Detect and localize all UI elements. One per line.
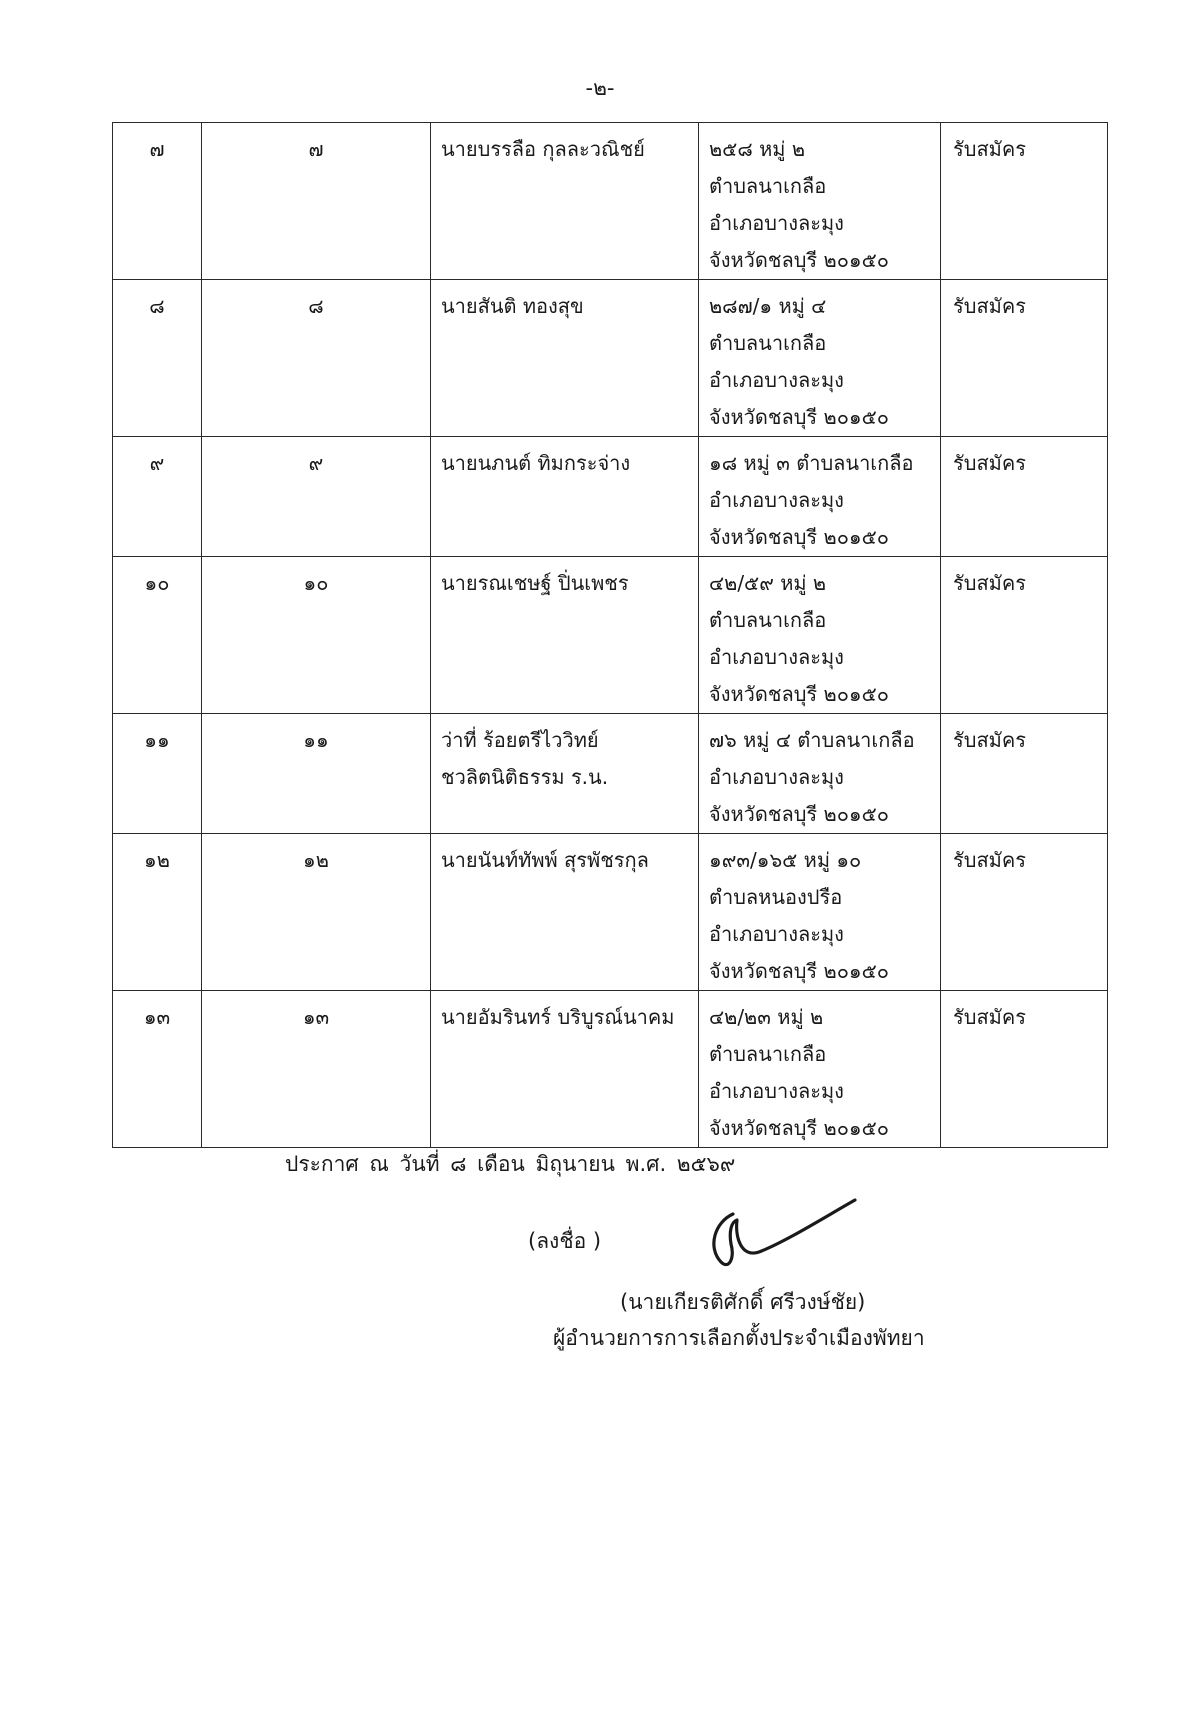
signer-title: ผู้อำนวยการการเลือกตั้งประจำเมืองพัทยา	[553, 1326, 925, 1350]
candidate-address-line: อำเภอบางละมุง	[709, 645, 844, 669]
candidate-number: ๑๑	[303, 728, 329, 752]
candidate-number-cell	[202, 437, 431, 557]
table-row	[113, 123, 1108, 280]
sequence-cell	[113, 123, 202, 280]
candidate-address-line: ๒๕๘ หมู่ ๒	[709, 137, 806, 161]
candidate-address-line: ๒๘๗/๑ หมู่ ๔	[709, 294, 827, 318]
candidate-table	[112, 122, 1108, 1148]
candidate-address-line: อำเภอบางละมุง	[709, 368, 844, 392]
table-row	[113, 437, 1108, 557]
candidate-name-cell	[431, 280, 699, 437]
candidate-status: รับสมัคร	[953, 848, 1026, 872]
candidate-address-line: ตำบลนาเกลือ	[709, 331, 827, 355]
candidate-address-line: ๔๒/๒๓ หมู่ ๒	[709, 1005, 824, 1029]
candidate-address-line: ตำบลนาเกลือ	[709, 608, 827, 632]
sequence-number: ๑๒	[144, 848, 170, 872]
candidate-name-line: นายรณเชษฐ์ ปิ่นเพชร	[441, 571, 629, 595]
candidate-address-line: ตำบลนาเกลือ	[709, 174, 827, 198]
announcement-date: ประกาศ ณ วันที่ ๘ เดือน มิถุนายน พ.ศ. ๒๕๖๙	[285, 1152, 736, 1176]
candidate-number: ๙	[308, 451, 324, 475]
sequence-number: ๑๑	[144, 728, 170, 752]
candidate-address-line: ตำบลนาเกลือ	[709, 1042, 827, 1066]
sequence-number: ๙	[149, 451, 165, 475]
signer-name: (นายเกียรติศักดิ์ ศรีวงษ์ชัย)	[620, 1290, 866, 1314]
candidate-address-line: ๑๙๓/๑๖๕ หมู่ ๑๐	[709, 848, 862, 872]
candidate-address-cell	[699, 280, 941, 437]
candidate-address-line: อำเภอบางละมุง	[709, 488, 844, 512]
sequence-number: ๗	[149, 137, 165, 161]
candidate-number: ๑๐	[303, 571, 329, 595]
candidate-address-cell	[699, 123, 941, 280]
candidate-name-line: นายนันท์ทัพพ์ สุรพัชรกุล	[441, 848, 649, 872]
candidate-number-cell	[202, 123, 431, 280]
status-cell	[941, 437, 1108, 557]
candidate-name-line: นายอัมรินทร์ บริบูรณ์นาคม	[441, 1005, 675, 1029]
candidate-address-line: ตำบลหนองปรือ	[709, 885, 843, 909]
status-cell	[941, 834, 1108, 991]
candidate-status: รับสมัคร	[953, 1005, 1026, 1029]
sequence-cell	[113, 557, 202, 714]
table-row	[113, 714, 1108, 834]
candidate-name-line: นายสันติ ทองสุข	[441, 294, 584, 318]
candidate-name-line: นายนภนต์ ทิมกระจ่าง	[441, 451, 631, 475]
candidate-status: รับสมัคร	[953, 571, 1026, 595]
candidate-address-cell	[699, 834, 941, 991]
candidate-number-cell	[202, 557, 431, 714]
candidate-status: รับสมัคร	[953, 294, 1026, 318]
status-cell	[941, 557, 1108, 714]
candidate-name-cell	[431, 714, 699, 834]
candidate-number-cell	[202, 714, 431, 834]
candidate-number: ๑๓	[302, 1005, 330, 1029]
candidate-name-line: นายบรรลือ กุลละวณิชย์	[441, 137, 645, 161]
status-cell	[941, 991, 1108, 1148]
sequence-number: ๘	[149, 294, 165, 318]
candidate-address-line: ๗๖ หมู่ ๔ ตำบลนาเกลือ	[709, 728, 915, 752]
table-row	[113, 991, 1108, 1148]
sequence-cell	[113, 834, 202, 991]
candidate-name-cell	[431, 834, 699, 991]
candidate-name-line: ว่าที่ ร้อยตรีไววิทย์	[441, 728, 599, 752]
page-number: -๒-	[585, 76, 615, 100]
table-row	[113, 280, 1108, 437]
candidate-address-cell	[699, 437, 941, 557]
status-cell	[941, 123, 1108, 280]
candidate-name-cell	[431, 123, 699, 280]
candidate-address-line: จังหวัดชลบุรี ๒๐๑๕๐	[709, 682, 889, 706]
candidate-number-cell	[202, 834, 431, 991]
candidate-address-cell	[699, 991, 941, 1148]
candidate-status: รับสมัคร	[953, 137, 1026, 161]
candidate-status: รับสมัคร	[953, 451, 1026, 475]
candidate-name-cell	[431, 437, 699, 557]
candidate-status: รับสมัคร	[953, 728, 1026, 752]
candidate-table-body	[113, 123, 1108, 1148]
candidate-address-line: จังหวัดชลบุรี ๒๐๑๕๐	[709, 1116, 889, 1140]
sequence-number: ๑๐	[144, 571, 170, 595]
candidate-name-cell	[431, 557, 699, 714]
candidate-address-line: ๑๘ หมู่ ๓ ตำบลนาเกลือ	[709, 451, 914, 475]
candidate-number-cell	[202, 991, 431, 1148]
candidate-name-cell	[431, 991, 699, 1148]
signature-label: (ลงชื่อ )	[528, 1229, 602, 1253]
candidate-address-line: จังหวัดชลบุรี ๒๐๑๕๐	[709, 802, 889, 826]
handwritten-signature	[695, 1192, 865, 1272]
candidate-address-line: ๔๒/๕๙ หมู่ ๒	[709, 571, 827, 595]
candidate-address-line: จังหวัดชลบุรี ๒๐๑๕๐	[709, 525, 889, 549]
sequence-number: ๑๓	[143, 1005, 171, 1029]
table-row	[113, 557, 1108, 714]
candidate-address-line: จังหวัดชลบุรี ๒๐๑๕๐	[709, 248, 889, 272]
candidate-number: ๘	[308, 294, 324, 318]
candidate-address-cell	[699, 557, 941, 714]
status-cell	[941, 280, 1108, 437]
sequence-cell	[113, 991, 202, 1148]
candidate-address-line: อำเภอบางละมุง	[709, 922, 844, 946]
candidate-address-line: อำเภอบางละมุง	[709, 765, 844, 789]
candidate-name-line: ชวลิตนิติธรรม ร.น.	[441, 765, 609, 789]
sequence-cell	[113, 437, 202, 557]
candidate-number: ๑๒	[303, 848, 329, 872]
candidate-address-line: จังหวัดชลบุรี ๒๐๑๕๐	[709, 405, 889, 429]
candidate-address-cell	[699, 714, 941, 834]
candidate-address-line: อำเภอบางละมุง	[709, 1079, 844, 1103]
status-cell	[941, 714, 1108, 834]
candidate-number: ๗	[308, 137, 324, 161]
candidate-address-line: จังหวัดชลบุรี ๒๐๑๕๐	[709, 959, 889, 983]
sequence-cell	[113, 714, 202, 834]
candidate-address-line: อำเภอบางละมุง	[709, 211, 844, 235]
table-row	[113, 834, 1108, 991]
candidate-number-cell	[202, 280, 431, 437]
sequence-cell	[113, 280, 202, 437]
